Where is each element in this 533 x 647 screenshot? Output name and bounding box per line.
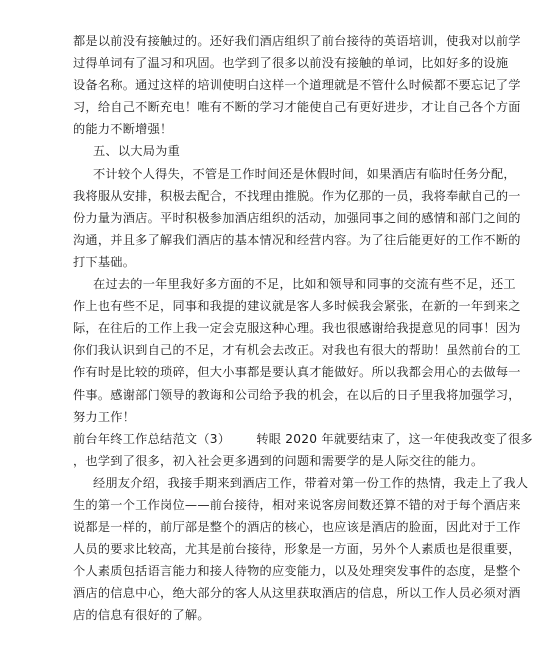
text-line: 店的信息有很好的了解。 [73, 608, 210, 623]
text-line: 生的第一个工作岗位——前台接待，相对来说客房间数还算不错的对于每个酒店来 [73, 497, 521, 512]
text-line: 人员的要求比较高，尤其是前台接待，形象是一方面，另外个人素质也是很重要， [73, 542, 521, 557]
text-line: 作有时是比较的琐碎，但大小事都是要认真才能做好。所以我都会用心的去做每一 [73, 365, 521, 380]
text-line: 不计较个人得失，不管是工作时间还是休假时间，如果酒店有临时任务分配， [93, 166, 516, 181]
text-line: 我将服从安排，积极去配合，不找理由推脱。作为亿那的一员，我将奉献自己的一 [73, 188, 521, 203]
text-line: 经朋友介绍，我接手期来到酒店工作，带着对第一份工作的热情，我走上了我人 [93, 475, 529, 490]
text-line: 打下基础。 [73, 254, 136, 269]
text-line: 份力量为酒店。平时积极参加酒店组织的活动，加强同事之间的感情和部门之间的 [73, 210, 521, 225]
text-line: 在过去的一年里我好多方面的不足，比如和领导和同事的交流有些不足，还工 [93, 277, 516, 292]
text-line: 你们我认识到自己的不足，才有机会去改正。对我也有很大的帮助！虽然前台的工 [73, 343, 521, 358]
text-line: 都是以前没有接触过的。还好我们酒店组织了前台接待的英语培训，使我对以前学 [73, 34, 521, 48]
text-line: 际，在往后的工作上我一定会克服这种心理。我也很感谢给我提意见的同事！因为 [73, 321, 521, 336]
text-line: 努力工作！ [73, 409, 136, 424]
section-heading: 五、以大局为重 [93, 144, 181, 159]
text-line: 设备名称。通过这样的培训使明白这样一个道理就是不管什么时候都不要忘记了学 [73, 78, 521, 93]
title-line [73, 428, 533, 450]
text-line: ，也学到了很多，初入社会更多遇到的问题和需要学的是人际交往的能力。 [73, 453, 484, 468]
text-line: 个人素质包括语言能力和接人待物的应变能力，以及处理突发事件的态度，是整个 [73, 564, 521, 579]
text-line: 说都是一样的，前厅部是整个的酒店的核心，也应该是酒店的脸面，因此对于工作 [73, 520, 521, 535]
text-line: 作上也有些不足，同事和我提的建议就是客人多时候我会紧张，在新的一年到来之 [73, 299, 521, 314]
text-line: 习，给自己不断充电！唯有不断的学习才能使自己有更好进步，才让自己各个方面 [73, 100, 521, 115]
text-line: 的能力不断增强！ [73, 122, 173, 137]
text-line: 酒店的信息中心，绝大部分的客人从这里获取酒店的信息，所以工作人员必须对酒 [73, 586, 521, 601]
text-line: 转眼 2020 年就要结束了，这一年使我改变了很多 [256, 431, 533, 446]
article-title: 前台年终工作总结范文（3） [73, 431, 231, 446]
text-line: 过得单词有了温习和巩固。也学到了很多以前没有接触的单词，比如好多的设施 [73, 56, 509, 71]
text-line: 沟通，并且多了解我们酒店的基本情况和经营内容。为了往后能更好的工作不断的 [73, 232, 521, 247]
text-line: 件事。感谢部门领导的教诲和公司给予我的机会，在以后的日子里我将加强学习， [73, 387, 521, 402]
document-body [0, 30, 533, 627]
